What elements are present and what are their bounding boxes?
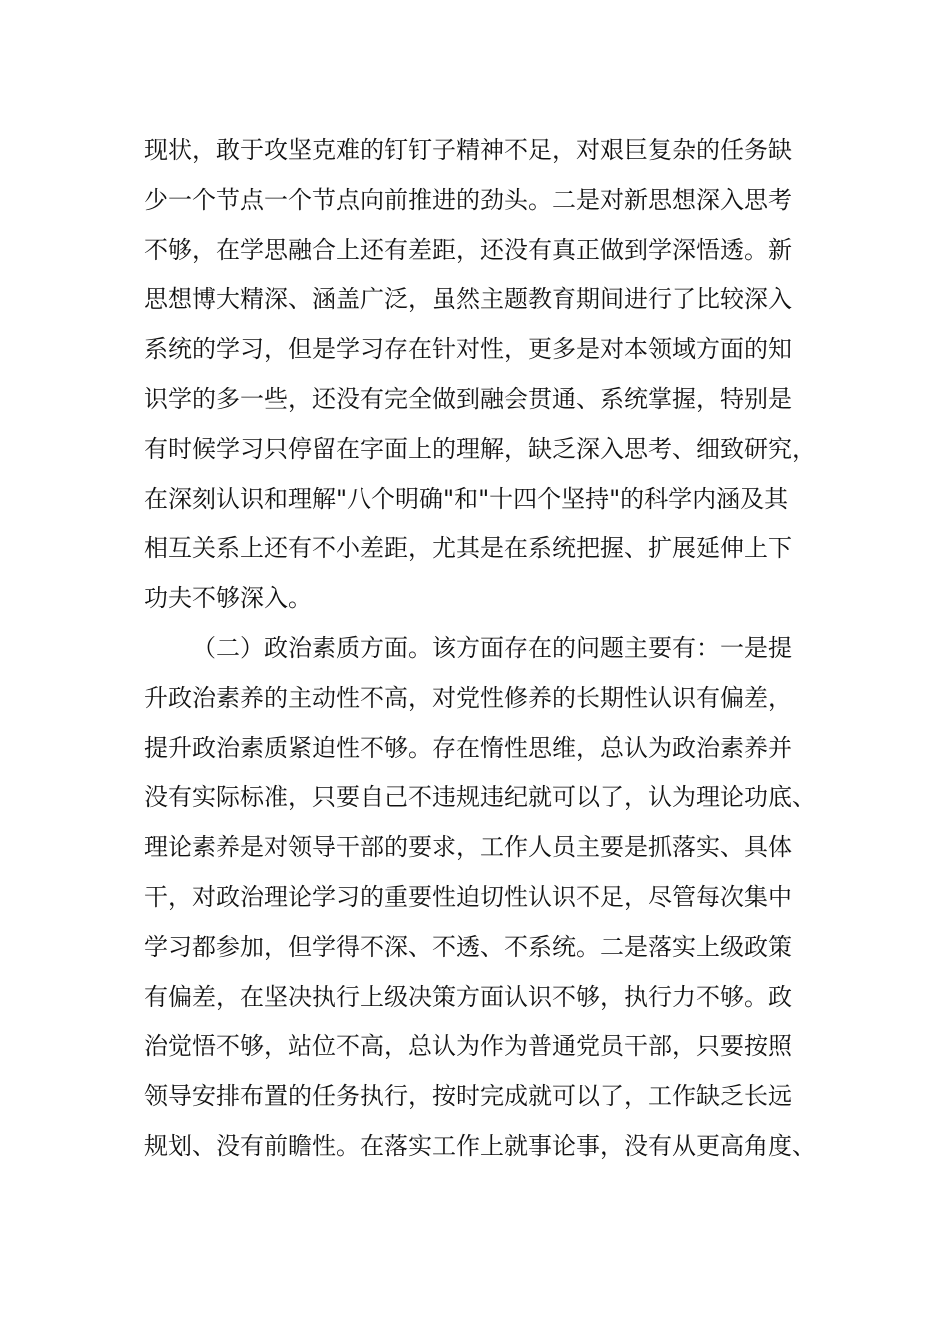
text-line: 系统的学习，但是学习存在针对性，更多是对本领域方面的知 — [144, 335, 792, 364]
text-line: 理论素养是对领导干部的要求，工作人员主要是抓落实、具体 — [144, 833, 792, 862]
text-line: 现状，敢于攻坚克难的钉钉子精神不足，对艰巨复杂的任务缺 — [144, 136, 792, 164]
text-line: 思想博大精深、涵盖广泛，虽然主题教育期间进行了比较深入 — [144, 285, 792, 314]
text-line: 功夫不够深入。 — [144, 584, 312, 613]
text-line: 相互关系上还有不小差距，尤其是在系统把握、扩展延伸上下 — [144, 534, 792, 563]
text-line: 提升政治素质紧迫性不够。存在惰性思维，总认为政治素养并 — [144, 733, 792, 762]
text-line: 识学的多一些，还没有完全做到融会贯通、系统掌握，特别是 — [144, 384, 792, 413]
text-line: 规划、没有前瞻性。在落实工作上就事论事，没有从更高角度、 — [144, 1131, 816, 1160]
text-line: 在深刻认识和理解"八个明确"和"十四个坚持"的科学内涵及其 — [144, 484, 789, 513]
text-line: 有时候学习只停留在字面上的理解，缺乏深入思考、细致研究， — [144, 434, 816, 463]
text-line: 不够，在学思融合上还有差距，还没有真正做到学深悟透。新 — [144, 235, 792, 264]
text-line: 有偏差，在坚决执行上级决策方面认识不够，执行力不够。政 — [144, 982, 792, 1011]
body-text — [144, 126, 834, 1172]
text-line: 治觉悟不够，站位不高，总认为作为普通党员干部，只要按照 — [144, 1032, 792, 1061]
text-line: 学习都参加，但学得不深、不透、不系统。二是落实上级政策 — [144, 932, 792, 961]
text-line: 领导安排布置的任务执行，按时完成就可以了，工作缺乏长远 — [144, 1082, 792, 1111]
text-line: 干，对政治理论学习的重要性迫切性认识不足，尽管每次集中 — [144, 882, 792, 911]
text-line: 升政治素养的主动性不高，对党性修养的长期性认识有偏差， — [144, 683, 792, 712]
section-heading-line: （二）政治素质方面。该方面存在的问题主要有：一是提 — [192, 633, 792, 662]
text-line: 少一个节点一个节点向前推进的劲头。二是对新思想深入思考 — [144, 185, 792, 214]
text-line: 没有实际标准，只要自己不违规违纪就可以了，认为理论功底、 — [144, 783, 816, 812]
